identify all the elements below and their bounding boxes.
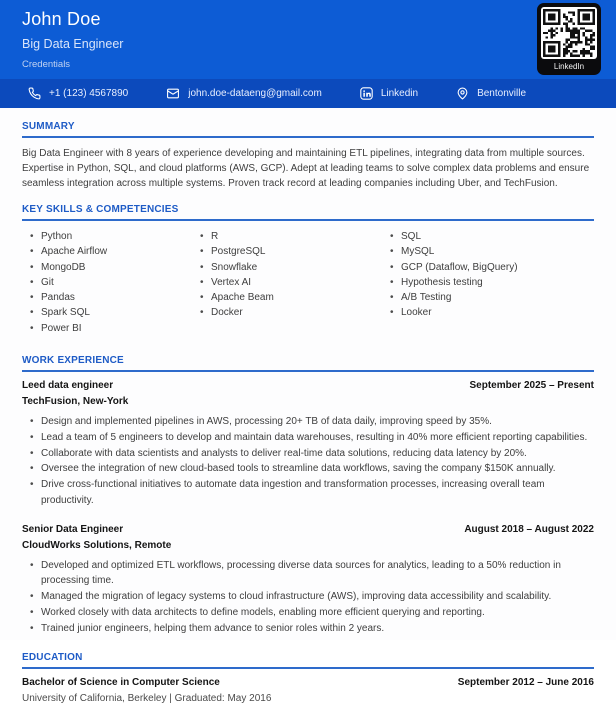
skill-item: • Vertex AI: [211, 275, 382, 290]
job-company: TechFusion, New-York: [22, 396, 129, 408]
job-bullet: • Worked closely with data architects to define models, enabling more efficient querying and reporting.: [41, 605, 594, 620]
skill-item: • Looker: [401, 305, 594, 320]
job-list: [22, 380, 594, 636]
contact-item-mail[interactable]: [166, 87, 322, 100]
education-dates: September 2012 – June 2016: [457, 676, 594, 688]
job-dates: August 2018 – August 2022: [464, 523, 594, 535]
mail-icon: [166, 87, 180, 100]
skill-item: • Python: [41, 229, 192, 244]
contact-item-phone[interactable]: [28, 87, 128, 100]
job-bullet: • Trained junior engineers, helping them advance to senior roles within 2 years.: [41, 621, 594, 636]
skill-item: • R: [211, 229, 382, 244]
skill-item: • Apache Airflow: [41, 244, 192, 259]
qr-label: LinkedIn: [553, 62, 585, 71]
summary-heading: SUMMARY: [22, 121, 594, 138]
job-bullet: • Design and implemented pipelines in AWS, processing 20+ TB of data daily, improving speed by 35%.: [41, 414, 594, 429]
header: [0, 0, 616, 79]
skill-item: • A/B Testing: [401, 290, 594, 305]
job-dates: September 2025 – Present: [469, 380, 594, 392]
skill-item: • Apache Beam: [211, 290, 382, 305]
skill-item: • Spark SQL: [41, 305, 192, 320]
contact-label: john.doe-dataeng@gmail.com: [188, 88, 322, 99]
job-entry: [22, 380, 594, 508]
contact-bar: [0, 79, 616, 108]
skill-item: • Hypothesis testing: [401, 275, 594, 290]
job-title: Leed data engineer: [22, 380, 114, 392]
linkedin-qr-card[interactable]: [537, 3, 601, 75]
education-institution: University of California, Berkeley | Graduated: May 2016: [22, 692, 272, 704]
location-pin-icon: [456, 87, 469, 100]
job-bullet: • Drive cross-functional initiatives to automate data ingestion and transformation processes, increasing overall team productivity.: [41, 477, 594, 508]
job-entry: [22, 524, 594, 636]
skills-heading: KEY SKILLS & COMPETENCIES: [22, 204, 594, 221]
skill-item: • GCP (Dataflow, BigQuery): [401, 260, 594, 275]
skill-item: • MongoDB: [41, 260, 192, 275]
section-skills: [22, 204, 594, 336]
skills-column-3: [382, 229, 594, 336]
skill-item: • Git: [41, 275, 192, 290]
person-name: John Doe: [22, 9, 101, 29]
experience-heading: WORK EXPERIENCE: [22, 355, 594, 372]
skills-column-1: [22, 229, 192, 336]
summary-text: Big Data Engineer with 8 years of experience developing and maintaining ETL pipelines, integrating data from multiple sources. Expertise in Python, SQL, and cloud platforms (AWS, GCP). Adept at leading teams to solve complex data problems and ensure seamless integration across multiple systems. Proven track record at leading companies including Uber, and TechFusion.: [22, 148, 590, 189]
job-bullet-list: [22, 558, 594, 636]
job-bullet: • Collaborate with data scientists and analysts to deliver real-time data solutions, reducing data latency by 20%.: [41, 446, 594, 461]
job-bullet: • Oversee the integration of new cloud-based tools to streamline data workflows, saving the company $150K annually.: [41, 461, 594, 476]
contact-label: Linkedin: [380, 88, 419, 99]
linkedin-icon: [360, 87, 373, 100]
section-summary: [22, 121, 594, 191]
section-experience: [22, 355, 594, 636]
skill-item: • Snowflake: [211, 260, 382, 275]
credentials-label: Credentials: [22, 59, 71, 70]
contact-label: +1 (123) 4567890: [49, 88, 129, 99]
person-title: Big Data Engineer: [22, 37, 124, 51]
skill-item: • Docker: [211, 305, 382, 320]
job-company: CloudWorks Solutions, Remote: [22, 539, 172, 551]
skills-column-2: [192, 229, 382, 336]
contact-item-linkedin[interactable]: [360, 87, 418, 100]
job-bullet: • Developed and optimized ETL workflows, processing diverse data sources for analytics, leading to a 50% reduction in processing time.: [41, 558, 594, 589]
skill-item: • MySQL: [401, 244, 594, 259]
skills-grid: [22, 229, 594, 336]
job-bullet: • Lead a team of 5 engineers to develop and maintain data warehouses, resulting in 40% more efficient reporting capabilities.: [41, 430, 594, 445]
job-bullet-list: [22, 414, 594, 508]
job-title: Senior Data Engineer: [22, 523, 124, 535]
phone-icon: [28, 87, 41, 100]
skill-item: • Pandas: [41, 290, 192, 305]
education-heading: EDUCATION: [22, 652, 594, 669]
section-education: [22, 652, 594, 704]
job-bullet: • Managed the migration of legacy systems to cloud infrastructure (AWS), improving data accessibility and scalability.: [41, 589, 594, 604]
contact-item-location-pin[interactable]: [456, 87, 526, 100]
degree-title: Bachelor of Science in Computer Science: [22, 676, 220, 688]
skill-item: • SQL: [401, 229, 594, 244]
education-entry: [22, 677, 594, 704]
qr-code-icon: [541, 7, 597, 59]
skill-item: • PostgreSQL: [211, 244, 382, 259]
resume-body: [0, 108, 616, 704]
skill-item: • Power BI: [41, 321, 192, 336]
contact-label: Bentonville: [477, 88, 526, 99]
